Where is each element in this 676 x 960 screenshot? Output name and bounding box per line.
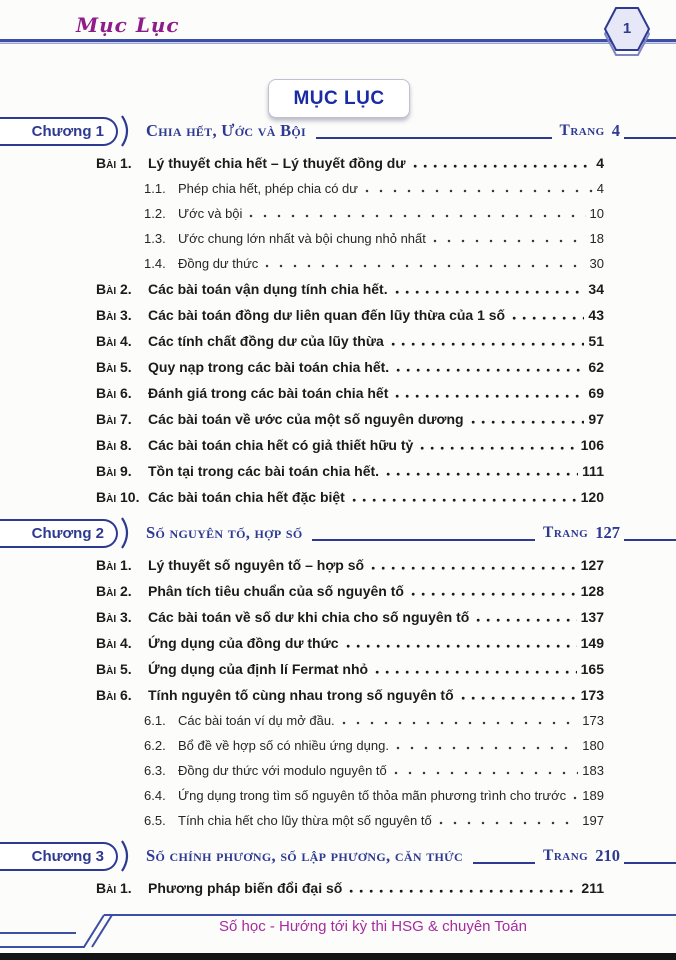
toc-row [96, 226, 604, 251]
row-title: Các bài toán đồng dư liên quan đến lũy thừa của 1 số [148, 307, 506, 323]
row-label: 6.2. [144, 738, 166, 753]
row-label: Bài 1. [96, 155, 132, 171]
toc-row [96, 251, 604, 276]
toc-row [96, 276, 604, 302]
row-title: Các tính chất đồng dư của lũy thừa [148, 333, 384, 349]
toc-title-box: MỤC LỤC [268, 79, 410, 118]
row-page-number: 173 [582, 713, 604, 728]
row-title: Tồn tại trong các bài toán chia hết. [148, 463, 380, 479]
chapter-trang-label: Trang [543, 847, 589, 864]
dot-leader [413, 164, 593, 169]
dot-leader [476, 618, 576, 623]
header-script-title: Mục Lục [76, 13, 180, 37]
chapter-page-number: 4 [611, 121, 620, 140]
row-page-number: 127 [580, 557, 604, 573]
row-label: Bài 1. [96, 557, 132, 573]
row-title: Ước chung lớn nhất và bội chung nhỏ nhất [178, 231, 426, 246]
toc-row [96, 630, 604, 656]
row-page-number: 4 [596, 181, 604, 196]
row-label: Bài 5. [96, 661, 132, 677]
row-label: 6.5. [144, 813, 166, 828]
header-rule [0, 39, 676, 44]
row-page-number: 30 [589, 256, 604, 271]
chapter-section [0, 114, 676, 510]
row-label: 6.1. [144, 713, 166, 728]
toc-row [96, 552, 604, 578]
toc-row [96, 176, 604, 201]
row-title: Đồng dư thức [178, 256, 259, 271]
toc-row [96, 380, 604, 406]
row-label: 1.1. [144, 181, 166, 196]
row-label: Bài 10. [96, 489, 140, 505]
page-badge-hexagon [602, 5, 654, 57]
toc-row [96, 708, 604, 733]
dot-leader [349, 889, 577, 894]
row-page-number: 165 [580, 661, 604, 677]
toc-row [96, 808, 604, 833]
chapter-pill [0, 519, 118, 548]
row-page-number: 62 [588, 359, 604, 375]
chapter-trang-label: Trang [543, 524, 589, 541]
dot-leader [396, 368, 584, 373]
dot-leader [386, 472, 578, 477]
row-label: Bài 4. [96, 333, 132, 349]
chapter-leader-line [312, 539, 535, 541]
chapter-heading [0, 516, 676, 550]
chapter-title: Chia hết, Ước và Bội [146, 121, 307, 140]
toc-row [96, 578, 604, 604]
row-title: Đánh giá trong các bài toán chia hết [148, 385, 389, 401]
row-label: Bài 6. [96, 687, 132, 703]
toc-content [0, 114, 676, 901]
chapter-rows [0, 148, 676, 510]
row-title: Ứng dụng trong tìm số nguyên tố thỏa mãn phương trình cho trước [178, 788, 567, 803]
chapter-pill-arc [121, 517, 133, 549]
dot-leader [433, 239, 586, 244]
chapter-section [0, 839, 676, 901]
chapter-section [0, 516, 676, 833]
chapter-label: Chương 1 [31, 122, 104, 140]
dot-leader [391, 342, 585, 347]
chapter-title: Số chính phương, số lập phương, căn thức [146, 846, 463, 865]
row-title: Bổ đề về hợp số có nhiều ứng dụng. [178, 738, 389, 753]
row-title: Lý thuyết số nguyên tố – hợp số [148, 557, 365, 573]
row-page-number: 137 [580, 609, 604, 625]
dot-leader [471, 420, 585, 425]
page-badge-number: 1 [622, 20, 632, 37]
row-title: Các bài toán về số dư khi chia cho số nguyên tố [148, 609, 470, 625]
row-page-number: 51 [588, 333, 604, 349]
row-label: Bài 7. [96, 411, 132, 427]
dot-leader [375, 670, 577, 675]
row-title: Phương pháp biến đổi đại số [148, 880, 343, 896]
chapter-page-number: 127 [595, 523, 620, 542]
chapter-page-number: 210 [595, 846, 620, 865]
row-page-number: 120 [580, 489, 604, 505]
toc-row [96, 406, 604, 432]
toc-row [96, 458, 604, 484]
chapter-trang-label: Trang [559, 122, 605, 139]
row-title: Tính nguyên tố cùng nhau trong số nguyên tố [148, 687, 454, 703]
dot-leader [439, 821, 579, 826]
dot-leader [265, 264, 585, 269]
dot-leader [512, 316, 584, 321]
row-label: 6.3. [144, 763, 166, 778]
row-label: Bài 6. [96, 385, 132, 401]
toc-row [96, 604, 604, 630]
row-title: Các bài toán chia hết đặc biệt [148, 489, 345, 505]
chapter-pill [0, 842, 118, 871]
row-title: Các bài toán về ước của một số nguyên dương [148, 411, 464, 427]
toc-row [96, 354, 604, 380]
row-label: Bài 5. [96, 359, 132, 375]
chapter-trailing-line [624, 862, 676, 864]
toc-row [96, 484, 604, 510]
dot-leader [365, 189, 593, 194]
toc-row [96, 150, 604, 176]
dot-leader [394, 771, 579, 776]
chapter-pill [0, 117, 118, 146]
toc-row [96, 201, 604, 226]
chapter-heading [0, 839, 676, 873]
row-label: 1.3. [144, 231, 166, 246]
bottom-bar [0, 953, 676, 960]
dot-leader [352, 498, 577, 503]
row-page-number: 69 [588, 385, 604, 401]
row-title: Đồng dư thức với modulo nguyên tố [178, 763, 387, 778]
row-page-number: 106 [580, 437, 604, 453]
row-page-number: 10 [589, 206, 604, 221]
dot-leader [573, 796, 578, 801]
row-label: Bài 3. [96, 609, 132, 625]
chapter-pill-arc [121, 115, 133, 147]
toc-row [96, 682, 604, 708]
dot-leader [342, 721, 579, 726]
row-page-number: 149 [580, 635, 604, 651]
row-label: Bài 4. [96, 635, 132, 651]
toc-row [96, 783, 604, 808]
row-page-number: 180 [582, 738, 604, 753]
toc-row [96, 432, 604, 458]
row-title: Tính chia hết cho lũy thừa một số nguyên tố [178, 813, 432, 828]
dot-leader [346, 644, 577, 649]
row-label: Bài 3. [96, 307, 132, 323]
row-label: 6.4. [144, 788, 166, 803]
row-label: Bài 9. [96, 463, 132, 479]
row-label: Bài 2. [96, 281, 132, 297]
toc-row [96, 758, 604, 783]
chapter-label: Chương 3 [31, 847, 104, 865]
row-page-number: 43 [588, 307, 604, 323]
dot-leader [395, 290, 585, 295]
dot-leader [371, 566, 577, 571]
row-page-number: 97 [588, 411, 604, 427]
footer-text: Số học - Hướng tới kỳ thi HSG & chuyên Toán [219, 918, 527, 935]
row-page-number: 197 [582, 813, 604, 828]
toc-row [96, 302, 604, 328]
chapter-trailing-line [624, 539, 676, 541]
chapter-heading [0, 114, 676, 148]
row-title: Lý thuyết chia hết – Lý thuyết đồng dư [148, 155, 406, 171]
row-page-number: 18 [589, 231, 604, 246]
row-label: Bài 8. [96, 437, 132, 453]
chapter-leader-line [473, 862, 535, 864]
chapter-leader-line [316, 137, 551, 139]
row-title: Phép chia hết, phép chia có dư [178, 181, 358, 196]
row-page-number: 211 [581, 880, 604, 896]
row-title: Các bài toán chia hết có giả thiết hữu tỷ [148, 437, 414, 453]
row-page-number: 111 [582, 463, 604, 479]
toc-row [96, 733, 604, 758]
row-title: Các bài toán vận dụng tính chia hết. [148, 281, 388, 297]
dot-leader [411, 592, 577, 597]
chapter-title: Số nguyên tố, hợp số [146, 523, 303, 542]
row-page-number: 128 [580, 583, 604, 599]
row-label: 1.4. [144, 256, 166, 271]
dot-leader [461, 696, 577, 701]
chapter-label: Chương 2 [31, 524, 104, 542]
row-page-number: 173 [580, 687, 604, 703]
dot-leader [395, 394, 584, 399]
chapter-pill-arc [121, 840, 133, 872]
dot-leader [396, 746, 578, 751]
row-title: Ứng dụng của đồng dư thức [148, 635, 339, 651]
row-title: Các bài toán ví dụ mở đầu. [178, 713, 335, 728]
row-label: Bài 1. [96, 880, 132, 896]
row-page-number: 189 [582, 788, 604, 803]
dot-leader [249, 214, 585, 219]
toc-row [96, 656, 604, 682]
row-label: 1.2. [144, 206, 166, 221]
chapter-trailing-line [624, 137, 676, 139]
row-title: Phân tích tiêu chuẩn của số nguyên tố [148, 583, 404, 599]
dot-leader [420, 446, 576, 451]
chapter-rows [0, 550, 676, 833]
row-page-number: 4 [596, 155, 604, 171]
toc-row [96, 328, 604, 354]
row-title: Quy nạp trong các bài toán chia hết. [148, 359, 390, 375]
row-label: Bài 2. [96, 583, 132, 599]
row-title: Ứng dụng của định lí Fermat nhỏ [148, 661, 369, 677]
row-title: Ước và bội [178, 206, 243, 221]
row-page-number: 183 [582, 763, 604, 778]
row-page-number: 34 [588, 281, 604, 297]
